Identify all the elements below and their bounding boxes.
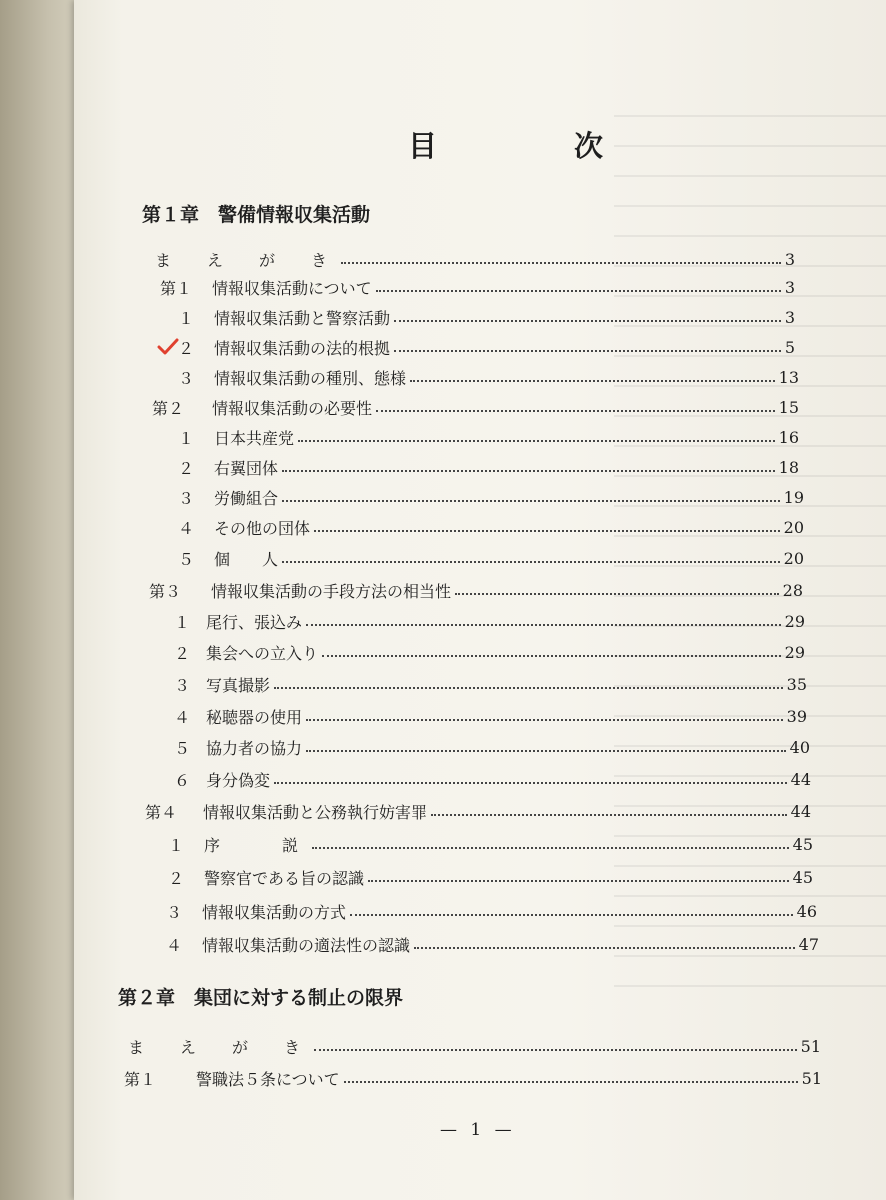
toc-number: ３ xyxy=(178,368,195,388)
toc-row-foreword-2[interactable] xyxy=(128,1031,821,1061)
toc-row-item[interactable] xyxy=(174,606,805,636)
toc-label: 序 説 xyxy=(204,835,309,855)
toc-page: 39 xyxy=(786,706,807,726)
toc-number: ４ xyxy=(174,707,191,727)
check-mark-icon xyxy=(157,338,179,356)
toc-page: 45 xyxy=(792,834,813,854)
toc-label: 協力者の協力 xyxy=(206,738,303,758)
toc-row-item[interactable] xyxy=(178,452,799,482)
dot-leader xyxy=(394,319,781,322)
book-spine-edge xyxy=(0,0,80,1200)
toc-row-item[interactable] xyxy=(178,422,799,452)
toc-row-item[interactable] xyxy=(166,929,819,959)
toc-label: 情報収集活動について xyxy=(212,278,372,298)
toc-row-item[interactable] xyxy=(174,669,807,699)
toc-number: ３ xyxy=(166,902,183,922)
toc-number: 第１ xyxy=(160,278,193,298)
toc-page: 44 xyxy=(790,801,811,821)
toc-page: 51 xyxy=(801,1068,822,1088)
toc-label: 集会への立入り xyxy=(206,643,319,663)
toc-number: ２ xyxy=(174,643,191,663)
dot-leader xyxy=(282,499,780,502)
toc-page: 28 xyxy=(782,580,803,600)
toc-page: 20 xyxy=(783,517,804,537)
toc-label: 情報収集活動の方式 xyxy=(202,902,347,922)
toc-number: ５ xyxy=(174,738,191,758)
toc-row-section[interactable] xyxy=(124,1063,822,1093)
dot-leader xyxy=(394,349,781,352)
toc-number: １ xyxy=(174,612,191,632)
toc-page: 16 xyxy=(778,427,799,447)
dot-leader xyxy=(455,592,779,595)
toc-row-item[interactable] xyxy=(178,512,804,542)
dot-leader xyxy=(414,946,795,949)
toc-row-section[interactable] xyxy=(149,575,803,605)
toc-page: 47 xyxy=(798,934,819,954)
toc-row-item[interactable] xyxy=(174,732,810,762)
dot-leader xyxy=(306,623,781,626)
dot-leader xyxy=(274,781,787,784)
toc-page: 29 xyxy=(784,611,805,631)
toc-label: 情報収集活動の法的根拠 xyxy=(214,338,391,358)
toc-label: 尾行、張込み xyxy=(206,612,303,632)
toc-row-item[interactable] xyxy=(174,701,807,731)
dot-leader xyxy=(368,879,789,882)
toc-number: ５ xyxy=(178,549,195,569)
toc-number: ３ xyxy=(174,675,191,695)
dot-leader xyxy=(350,913,793,916)
toc-label: 情報収集活動と警察活動 xyxy=(214,308,391,328)
toc-label: 情報収集活動の必要性 xyxy=(212,398,373,418)
toc-page: 20 xyxy=(783,548,804,568)
toc-label: 情報収集活動の適法性の認識 xyxy=(202,935,411,955)
toc-row-item[interactable] xyxy=(178,482,804,512)
toc-page: 13 xyxy=(778,367,799,387)
toc-row-item[interactable] xyxy=(178,302,795,332)
toc-page: 18 xyxy=(778,457,799,477)
toc-label: 警察官である旨の認識 xyxy=(204,868,365,888)
toc-page: 35 xyxy=(786,674,807,694)
toc-number: 第３ xyxy=(149,581,182,601)
toc-number: ２ xyxy=(168,868,185,888)
dot-leader xyxy=(322,654,781,657)
dot-leader xyxy=(410,379,775,382)
toc-label: 警職法５条について xyxy=(196,1069,340,1089)
toc-page: 15 xyxy=(778,397,799,417)
toc-label: 日本共産党 xyxy=(214,428,295,448)
toc-row-foreword-1[interactable] xyxy=(155,244,795,274)
toc-page: 44 xyxy=(790,769,811,789)
toc-label: 労働組合 xyxy=(214,488,279,508)
toc-page: 3 xyxy=(784,307,795,327)
toc-label: 写真撮影 xyxy=(206,675,271,695)
toc-page: 3 xyxy=(784,277,795,297)
toc-label: 情報収集活動の手段方法の相当性 xyxy=(211,581,452,601)
toc-number: ４ xyxy=(178,518,195,538)
toc-number: ３ xyxy=(178,488,195,508)
toc-row-item[interactable] xyxy=(178,332,795,362)
toc-number: 第２ xyxy=(152,398,185,418)
dot-leader xyxy=(314,1048,797,1051)
toc-label: 情報収集活動の種別、態様 xyxy=(214,368,407,388)
dot-leader xyxy=(344,1080,798,1083)
toc-row-item[interactable] xyxy=(168,862,813,892)
dot-leader xyxy=(341,261,781,264)
chapter-1-heading: 第１章 警備情報収集活動 xyxy=(142,204,371,226)
toc-number: ２ xyxy=(178,458,195,478)
page-number-footer: — 1 — xyxy=(440,1120,516,1140)
toc-label: その他の団体 xyxy=(214,518,311,538)
toc-label: ま え が き xyxy=(128,1037,311,1057)
toc-number: 第４ xyxy=(145,802,178,822)
toc-number: ４ xyxy=(166,935,183,955)
toc-row-section[interactable] xyxy=(145,796,811,826)
toc-number: １ xyxy=(178,308,195,328)
dot-leader xyxy=(274,686,783,689)
chapter-2-heading: 第２章 集団に対する制止の限界 xyxy=(118,987,404,1009)
toc-label: ま え が き xyxy=(155,250,338,270)
dot-leader xyxy=(431,813,787,816)
toc-number: 第１ xyxy=(124,1069,157,1089)
toc-label: 個 人 xyxy=(214,549,279,569)
toc-page: 51 xyxy=(800,1036,821,1056)
toc-label: 情報収集活動と公務執行妨害罪 xyxy=(203,802,428,822)
dot-leader xyxy=(298,439,775,442)
toc-page: 40 xyxy=(789,737,810,757)
toc-page: 46 xyxy=(796,901,817,921)
toc-page: 3 xyxy=(784,249,795,269)
toc-number: ６ xyxy=(174,770,191,790)
toc-page: 5 xyxy=(784,337,795,357)
toc-label: 身分偽変 xyxy=(206,770,271,790)
toc-page: 45 xyxy=(792,867,813,887)
dot-leader xyxy=(282,469,775,472)
dot-leader xyxy=(282,560,780,563)
toc-number: ２ xyxy=(178,338,195,358)
toc-row-item[interactable] xyxy=(166,896,817,926)
toc-label: 右翼団体 xyxy=(214,458,279,478)
toc-label: 秘聴器の使用 xyxy=(206,707,303,727)
dot-leader xyxy=(312,846,789,849)
page-title: 目 次 xyxy=(408,129,658,163)
toc-row-section[interactable] xyxy=(152,392,799,422)
toc-row-item[interactable] xyxy=(178,543,804,573)
dot-leader xyxy=(376,409,775,412)
dot-leader xyxy=(306,749,786,752)
toc-row-item[interactable] xyxy=(174,637,805,667)
toc-row-item[interactable] xyxy=(168,829,813,859)
toc-row-section[interactable] xyxy=(160,272,795,302)
toc-page: 19 xyxy=(783,487,804,507)
toc-row-item[interactable] xyxy=(174,764,811,794)
toc-number: １ xyxy=(178,428,195,448)
toc-row-item[interactable] xyxy=(178,362,799,392)
toc-number: １ xyxy=(168,835,185,855)
dot-leader xyxy=(314,529,780,532)
toc-page: 29 xyxy=(784,642,805,662)
dot-leader xyxy=(376,289,781,292)
dot-leader xyxy=(306,718,783,721)
